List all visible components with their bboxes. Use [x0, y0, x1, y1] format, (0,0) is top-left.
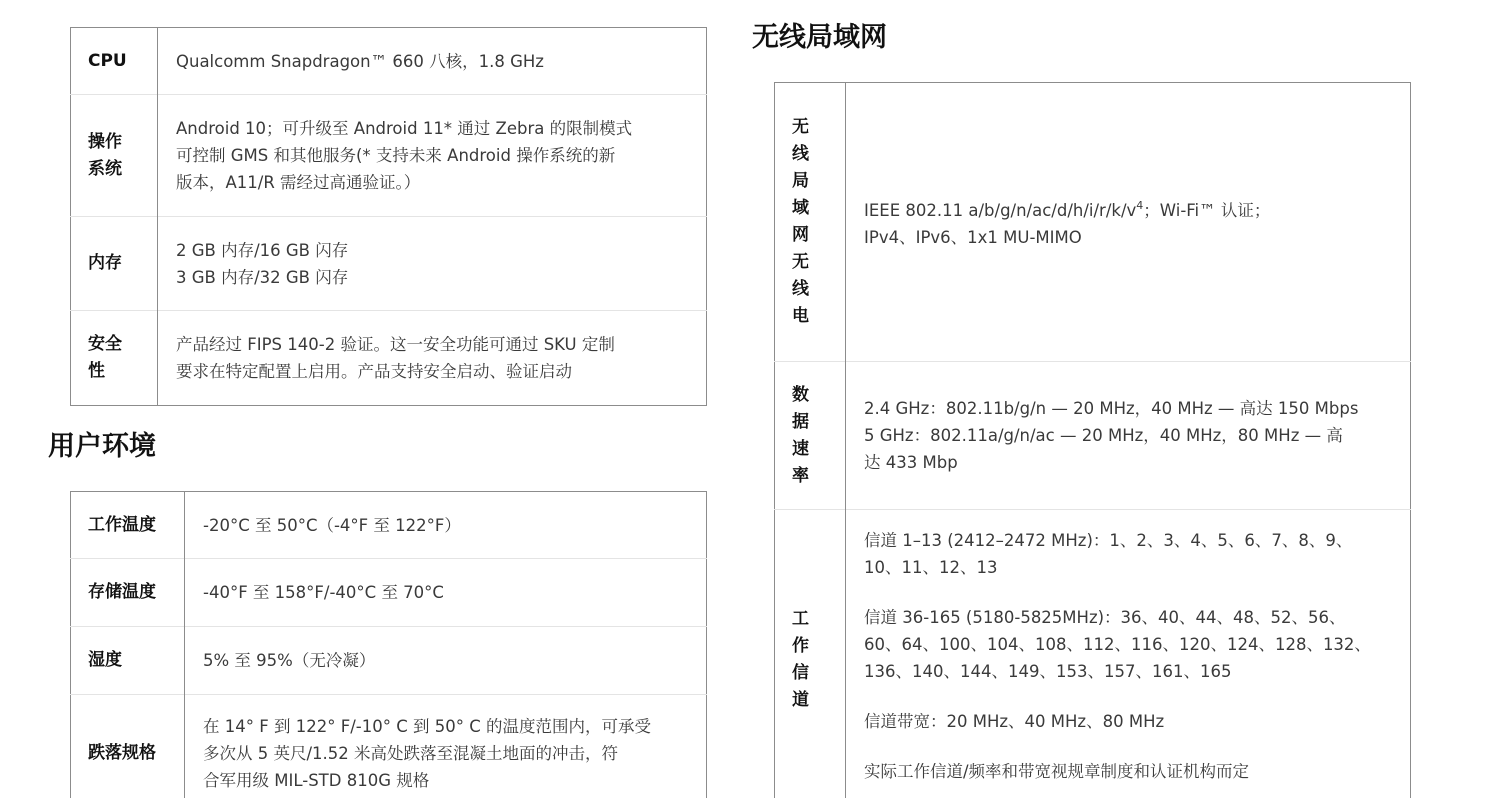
table-row: [71, 627, 707, 695]
row-value-channels: [846, 510, 1411, 798]
row-label-wlan-radio: 无线局域网无线电: [775, 83, 846, 362]
row-value-os: Android 10；可升级至 Android 11* 通过 Zebra 的限制模式 可控制 GMS 和其他服务(* 支持未来 Android 操作系统的新 版本，A11/R 需经过高通验证。）: [158, 95, 707, 217]
table-row: [71, 217, 707, 311]
row-label-humidity: 湿度: [71, 627, 185, 695]
table-row: [71, 311, 707, 406]
row-value-storage-temp: -40°F 至 158°F/-40°C 至 70°C: [185, 559, 707, 627]
table-row: [775, 83, 1411, 362]
row-value-wlan-radio: IEEE 802.11 $a/b/g/n/ac/d/h/i/r/k/v^4$；Wi-Fi™ 认证； IPv4、IPv6、1x1 MU-MIMO: [846, 83, 1411, 362]
row-value-memory: 2 GB 内存/16 GB 闪存 3 GB 内存/32 GB 闪存: [158, 217, 707, 311]
table-row: [71, 95, 707, 217]
table-row: [71, 28, 707, 95]
channel-bandwidth: 信道带宽：20 MHz、40 MHz、80 MHz: [864, 712, 1165, 731]
row-label-data-rate: 数据速率: [775, 362, 846, 510]
user-env-table: [70, 491, 707, 798]
row-value-drop-spec: 在 14° F 到 122° F/-10° C 到 50° C 的温度范围内，可承受 多次从 5 英尺/1.52 米高处跌落至混凝土地面的冲击，符 合军用级 MIL-STD 810G 规格: [185, 695, 707, 798]
row-value-data-rate: 2.4 GHz：802.11b/g/n — 20 MHz，40 MHz — 高达 150 Mbps 5 GHz：802.11a/g/n/ac — 20 MHz，40 MHz，80 MHz — 高 达 433 Mbp: [846, 362, 1411, 510]
table-row: [71, 492, 707, 559]
row-label-channels: 工作信道: [775, 510, 846, 798]
row-label-memory: 内存: [71, 217, 158, 311]
row-label-drop-spec: 跌落规格: [71, 695, 185, 798]
wlan-table: [774, 82, 1411, 798]
row-label-cpu: CPU: [71, 28, 158, 95]
wlan-standards-line: IEEE 802.11 $a/b/g/n/ac/d/h/i/r/k/v^4$；Wi-Fi™ 认证；: [864, 199, 1271, 220]
row-value-operating-temp: -20°C 至 50°C（-4°F 至 122°F）: [203, 515, 461, 535]
row-label-storage-temp: 存储温度: [71, 559, 185, 627]
channels-note: 实际工作信道/频率和带宽视规章制度和认证机构而定: [864, 762, 1250, 781]
row-label-operating-temp: 工作温度: [71, 492, 185, 559]
wlan-heading: 无线局域网: [752, 22, 887, 53]
system-spec-table: [70, 27, 707, 406]
table-row: [775, 362, 1411, 510]
table-row: [71, 559, 707, 627]
row-value-cpu: Qualcomm Snapdragon™ 660 八核，1.8 GHz: [176, 51, 544, 71]
row-label-os: 操作系统: [71, 95, 158, 217]
row-label-security: 安全性: [71, 311, 158, 406]
table-row: [71, 695, 707, 798]
table-row: [775, 510, 1411, 798]
channels-2g: 信道 1–13 (2412–2472 MHz)：1、2、3、4、5、6、7、8、9、 10、11、12、13: [864, 531, 1353, 577]
row-value-security: 产品经过 FIPS 140-2 验证。这一安全功能可通过 SKU 定制 要求在特定配置上启用。产品支持安全启动、验证启动: [158, 311, 707, 406]
channels-5g: 信道 36-165 (5180-5825MHz)：36、40、44、48、52、56、 60、64、100、104、108、112、116、120、124、128、132、 136、140、144、149、153、157、161、165: [864, 608, 1371, 681]
row-value-humidity: 5% 至 95%（无冷凝）: [185, 627, 707, 695]
user-env-heading: 用户环境: [48, 431, 156, 462]
